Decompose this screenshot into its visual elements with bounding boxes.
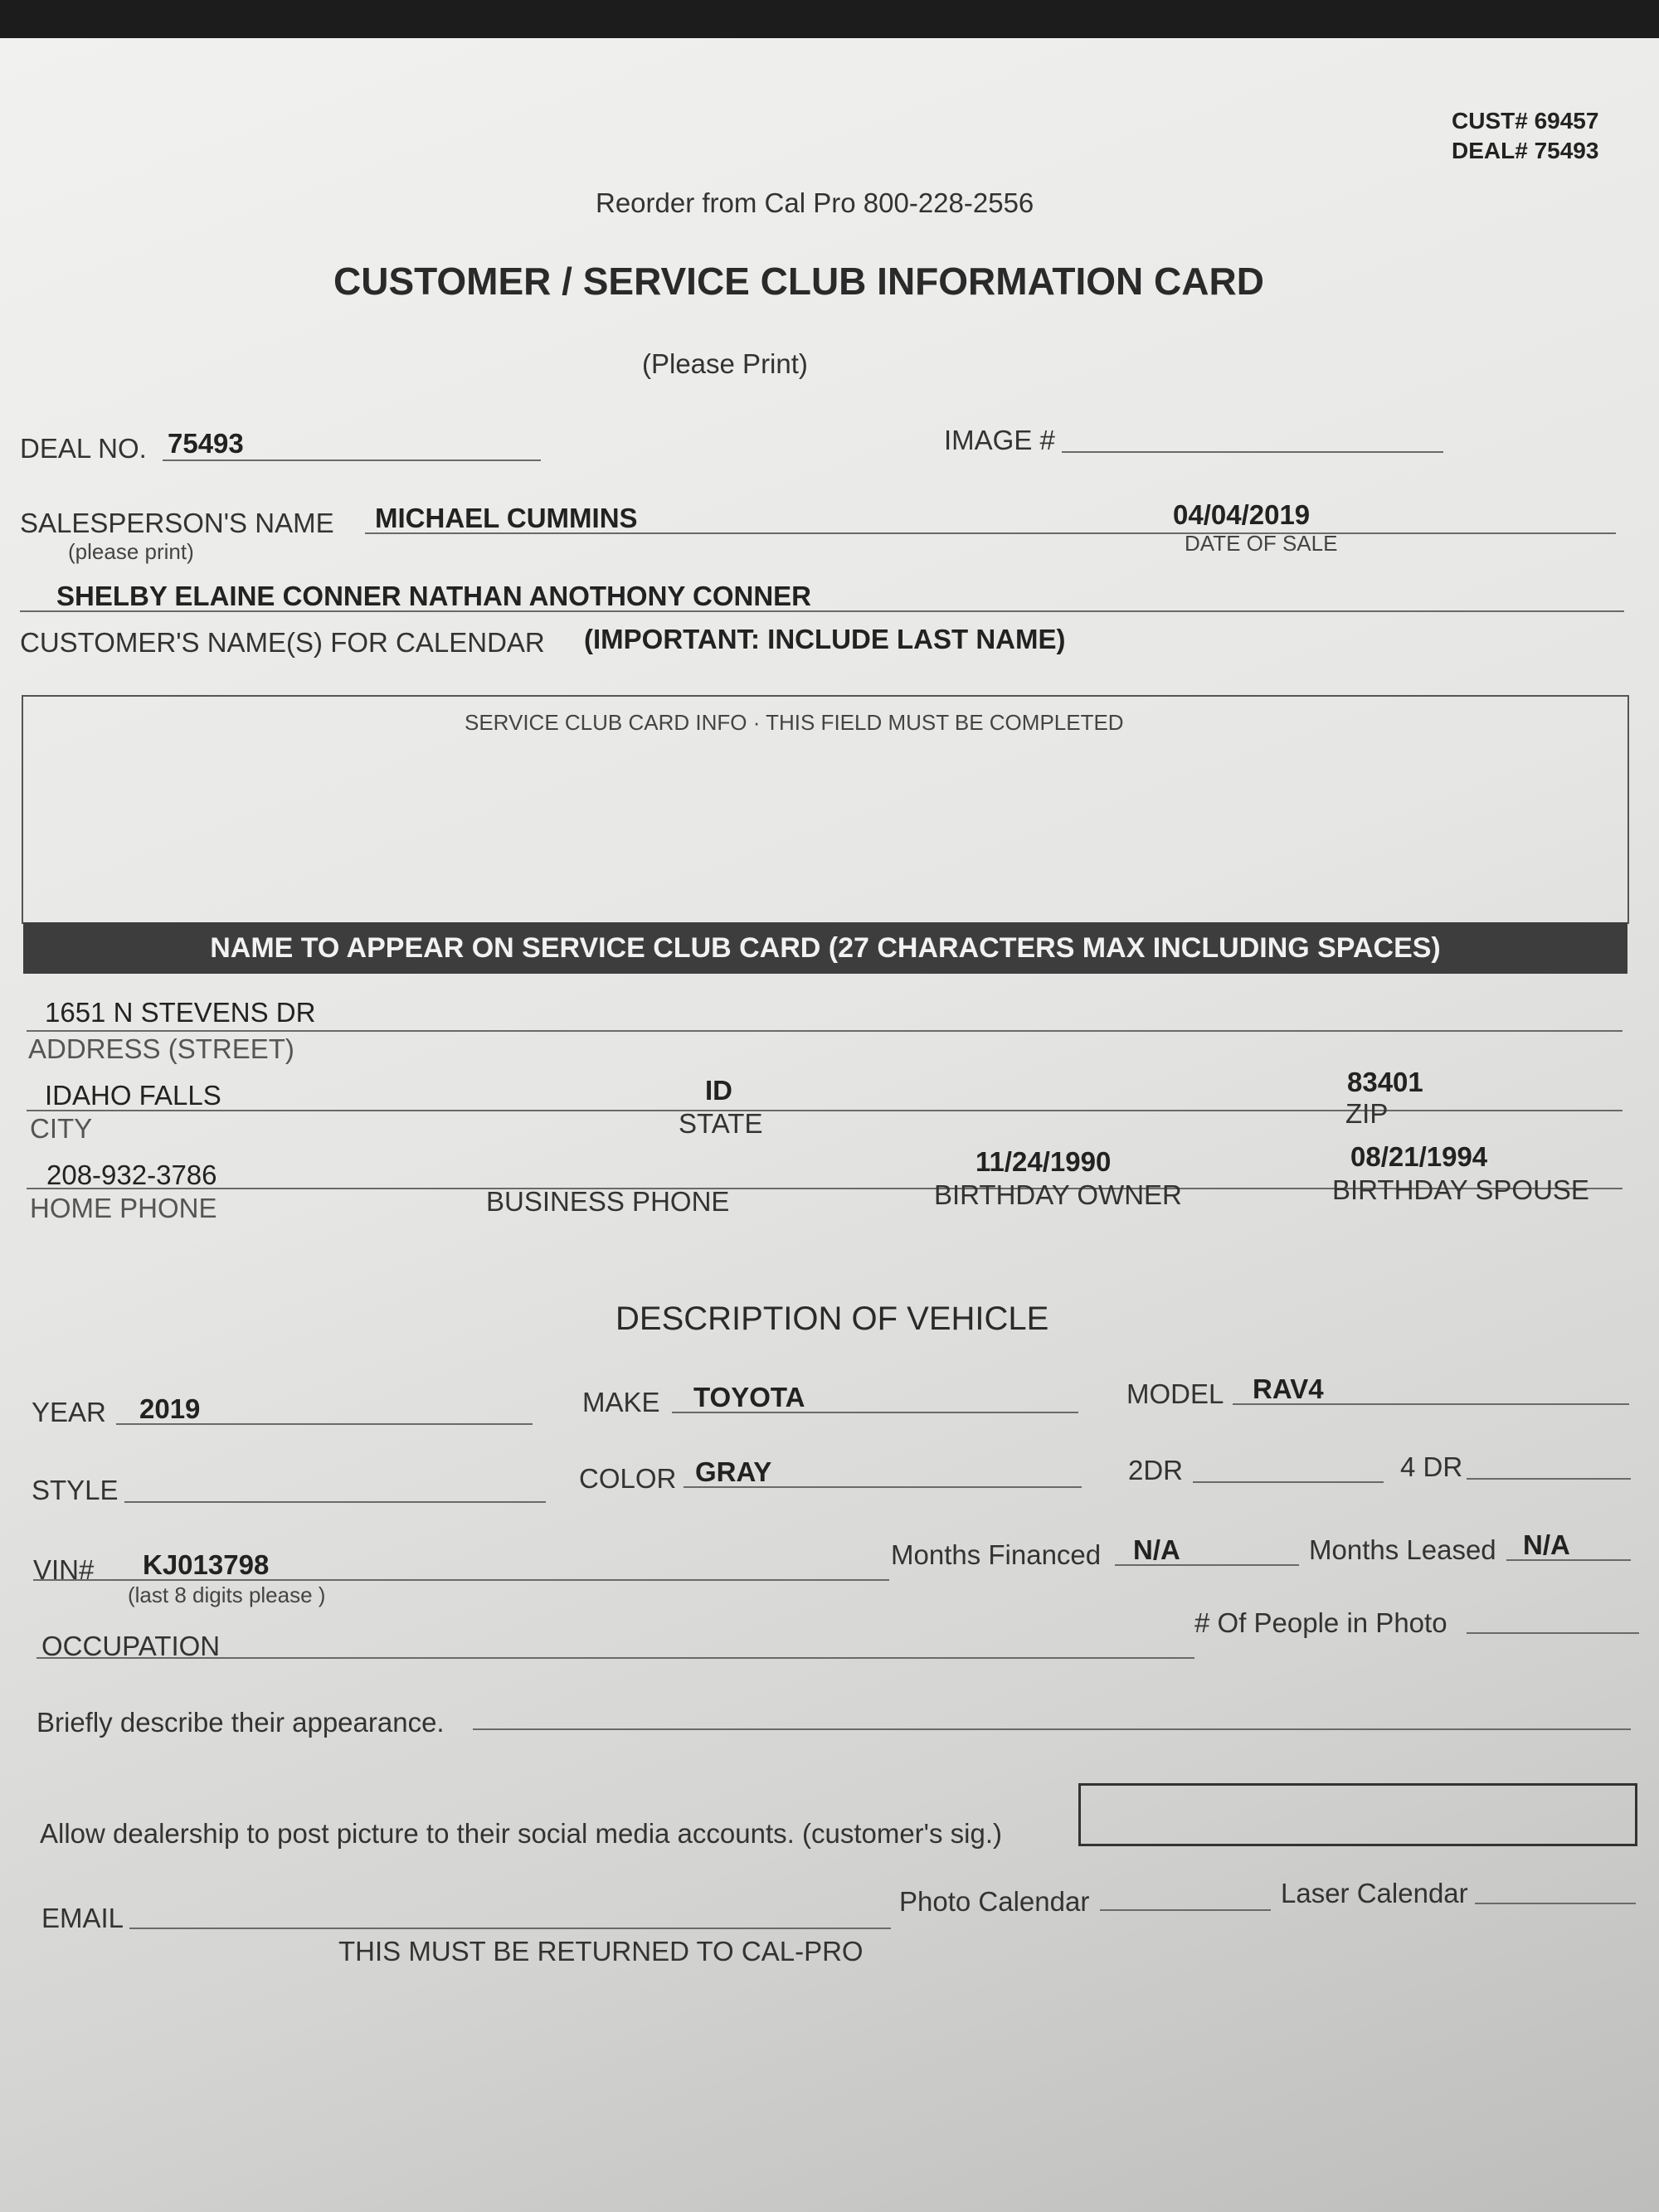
- form-title: CUSTOMER / SERVICE CLUB INFORMATION CARD: [333, 260, 1264, 303]
- vin-label: VIN#: [33, 1554, 95, 1585]
- zip-label: ZIP: [1345, 1098, 1389, 1129]
- deal-no-label: DEAL NO.: [20, 433, 147, 464]
- months-leased-value[interactable]: N/A: [1523, 1529, 1570, 1560]
- appearance-line[interactable]: [473, 1728, 1631, 1730]
- important-note: (IMPORTANT: INCLUDE LAST NAME): [584, 624, 1066, 654]
- months-leased-line: [1506, 1559, 1631, 1561]
- customer-names-line: [20, 610, 1624, 612]
- style-line: [124, 1501, 546, 1503]
- laser-calendar-line[interactable]: [1475, 1903, 1636, 1904]
- vin-hint: (last 8 digits please ): [128, 1582, 326, 1607]
- salesperson-line: [365, 532, 1616, 534]
- street-value[interactable]: 1651 N STEVENS DR: [45, 997, 316, 1028]
- people-in-photo-label: # Of People in Photo: [1194, 1607, 1447, 1638]
- customer-names-label: CUSTOMER'S NAME(S) FOR CALENDAR: [20, 627, 545, 658]
- model-value[interactable]: RAV4: [1253, 1373, 1324, 1404]
- birthday-owner-label: BIRTHDAY OWNER: [934, 1179, 1182, 1210]
- cust-number: CUST# 69457: [1452, 108, 1599, 134]
- two-door-line[interactable]: [1193, 1481, 1384, 1483]
- state-value[interactable]: ID: [705, 1075, 732, 1106]
- home-phone-value[interactable]: 208-932-3786: [46, 1159, 217, 1190]
- months-financed-label: Months Financed: [891, 1539, 1102, 1570]
- city-label: CITY: [30, 1113, 93, 1144]
- four-door-line[interactable]: [1467, 1478, 1631, 1480]
- color-line: [684, 1486, 1082, 1488]
- image-line: [1062, 451, 1443, 453]
- occupation-line[interactable]: [36, 1657, 1194, 1659]
- please-print-note: (Please Print): [642, 348, 808, 379]
- home-phone-label: HOME PHONE: [30, 1193, 217, 1223]
- photo-calendar-line[interactable]: [1100, 1909, 1271, 1911]
- salesperson-value[interactable]: MICHAEL CUMMINS: [375, 503, 638, 533]
- two-door-label: 2DR: [1128, 1455, 1184, 1485]
- zip-value[interactable]: 83401: [1347, 1067, 1423, 1097]
- vin-line: [33, 1579, 889, 1581]
- birthday-spouse-value[interactable]: 08/21/1994: [1350, 1141, 1488, 1172]
- photo-calendar-label: Photo Calendar: [899, 1886, 1090, 1917]
- image-label: IMAGE #: [944, 425, 1055, 455]
- people-in-photo-line[interactable]: [1467, 1632, 1639, 1634]
- city-value[interactable]: IDAHO FALLS: [45, 1080, 221, 1111]
- year-line: [116, 1423, 533, 1425]
- birthday-spouse-label: BIRTHDAY SPOUSE: [1332, 1174, 1589, 1205]
- occupation-label: OCCUPATION: [41, 1631, 221, 1661]
- vehicle-heading: DESCRIPTION OF VEHICLE: [615, 1300, 1049, 1337]
- birthday-owner-value[interactable]: 11/24/1990: [975, 1146, 1112, 1177]
- make-value[interactable]: TOYOTA: [693, 1382, 805, 1412]
- months-leased-label: Months Leased: [1309, 1534, 1496, 1565]
- vin-value[interactable]: KJ013798: [143, 1549, 270, 1580]
- model-line: [1233, 1403, 1629, 1405]
- date-of-sale-label: DATE OF SALE: [1185, 531, 1338, 556]
- year-value[interactable]: 2019: [139, 1393, 201, 1424]
- salesperson-label: SALESPERSON'S NAME: [20, 508, 334, 538]
- make-line: [672, 1412, 1078, 1413]
- deal-no-line: [163, 459, 541, 461]
- salesperson-hint: (please print): [68, 539, 194, 564]
- color-value[interactable]: GRAY: [695, 1456, 772, 1487]
- reorder-note: Reorder from Cal Pro 800-228-2556: [596, 187, 1034, 218]
- four-door-label: 4 DR: [1400, 1451, 1463, 1482]
- style-label: STYLE: [32, 1475, 119, 1505]
- year-label: YEAR: [32, 1397, 106, 1427]
- deal-no-value[interactable]: 75493: [168, 428, 244, 459]
- months-financed-line: [1115, 1564, 1299, 1566]
- background-edge: [0, 0, 1659, 38]
- appearance-label: Briefly describe their appearance.: [36, 1707, 445, 1738]
- date-of-sale-value[interactable]: 04/04/2019: [1173, 499, 1311, 530]
- email-label: EMAIL: [41, 1903, 124, 1933]
- signature-box[interactable]: [1078, 1783, 1637, 1846]
- street-label: ADDRESS (STREET): [28, 1033, 294, 1064]
- make-label: MAKE: [582, 1387, 660, 1417]
- customer-names-value[interactable]: SHELBY ELAINE CONNER NATHAN ANOTHONY CONNER: [56, 581, 811, 611]
- service-club-banner: NAME TO APPEAR ON SERVICE CLUB CARD (27 CHARACTERS MAX INCLUDING SPACES): [23, 922, 1627, 974]
- months-financed-value[interactable]: N/A: [1133, 1534, 1180, 1565]
- social-media-label: Allow dealership to post picture to their social media accounts. (customer's sig.): [40, 1818, 1002, 1849]
- business-phone-label: BUSINESS PHONE: [486, 1186, 730, 1217]
- laser-calendar-label: Laser Calendar: [1281, 1878, 1468, 1908]
- state-label: STATE: [679, 1108, 763, 1139]
- model-label: MODEL: [1126, 1378, 1224, 1409]
- deal-number-header: DEAL# 75493: [1452, 138, 1599, 163]
- service-club-caption: SERVICE CLUB CARD INFO · THIS FIELD MUST BE COMPLETED: [465, 710, 1124, 735]
- email-line[interactable]: [129, 1928, 891, 1929]
- form-sheet: [0, 38, 1659, 2212]
- street-line: [27, 1030, 1623, 1032]
- return-note: THIS MUST BE RETURNED TO CAL-PRO: [338, 1936, 864, 1966]
- color-label: COLOR: [579, 1463, 677, 1494]
